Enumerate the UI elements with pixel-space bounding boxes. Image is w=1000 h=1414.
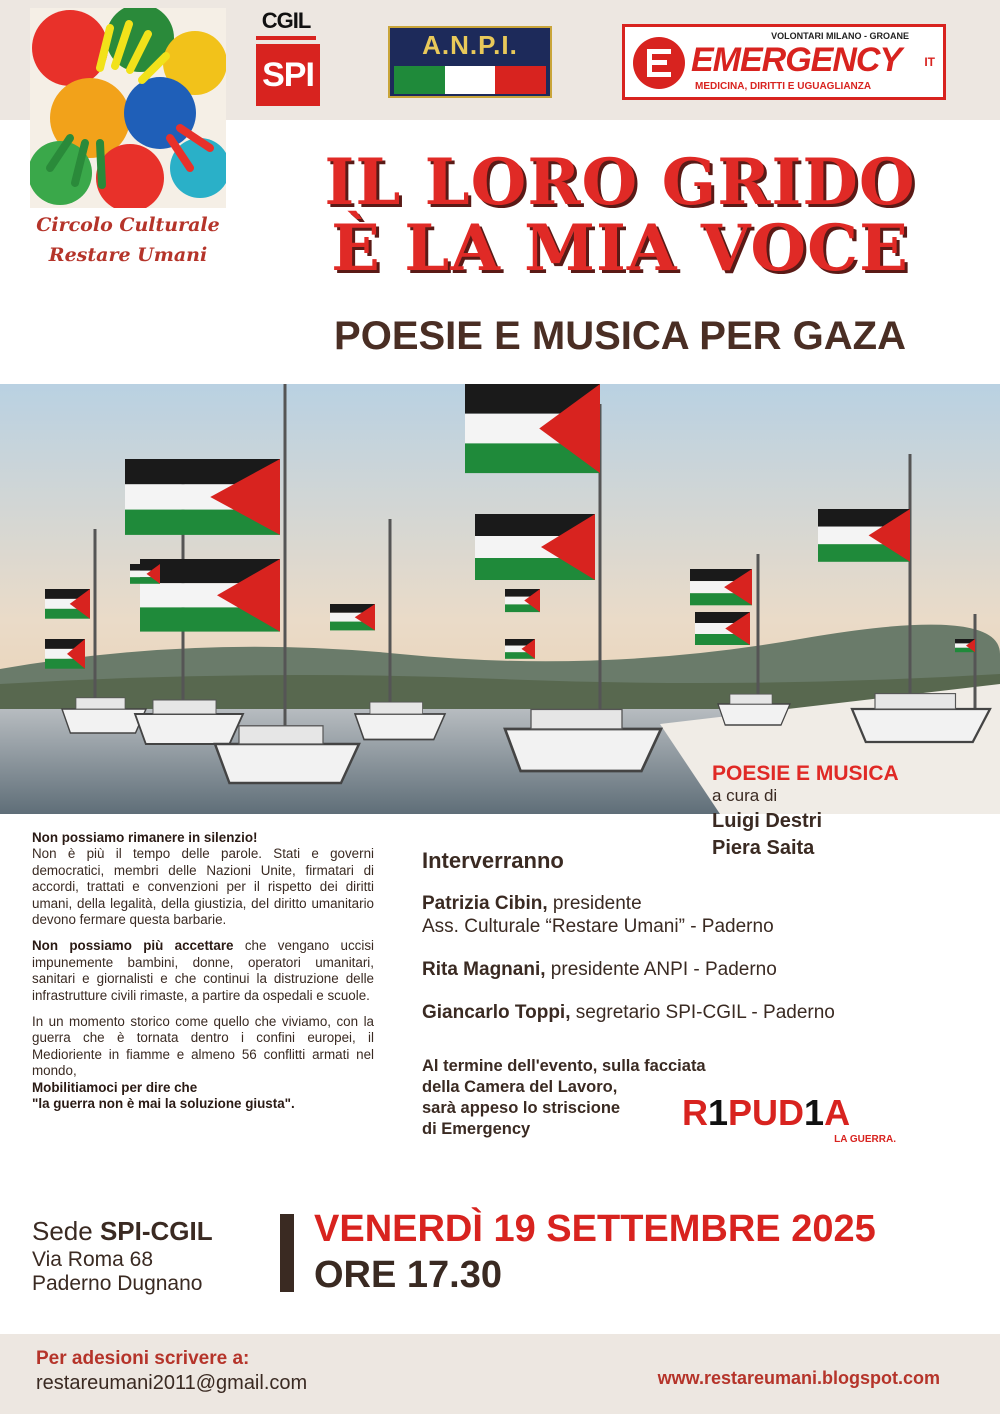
emergency-logo xyxy=(622,24,946,100)
speaker-name: Rita Magnani, xyxy=(422,959,546,980)
intro-emphasis: Non possiamo più accettare xyxy=(32,938,234,954)
anpi-logo xyxy=(388,26,552,98)
title-line1: IL LORO GRIDO xyxy=(324,145,916,220)
page-subtitle: POESIE E MUSICA PER GAZA xyxy=(334,314,906,358)
circolo-line2: Restare Umani xyxy=(48,244,208,266)
emergency-name: EMERGENCY xyxy=(691,41,902,79)
circolo-line1: Circolo Culturale xyxy=(36,214,220,236)
ripudia-part: 1 xyxy=(708,1092,729,1133)
venue-name: SPI-CGIL xyxy=(99,1216,213,1246)
speaker-item xyxy=(422,958,777,981)
venue-city: Paderno Dugnano xyxy=(32,1272,203,1295)
intro-quote: "la guerra non è mai la soluzione giusta". xyxy=(32,1096,295,1112)
cgil-text: CGIL xyxy=(261,8,311,33)
venue-street: Via Roma 68 xyxy=(32,1248,154,1271)
speaker-item xyxy=(422,1001,835,1024)
painted-hands-art xyxy=(30,8,226,208)
emergency-subtitle: VOLONTARI MILANO - GROANE xyxy=(771,31,909,41)
speaker-role: presidente xyxy=(547,893,642,914)
closing-line: Al termine dell'evento, sulla facciata xyxy=(422,1057,706,1075)
ripudia-part: R xyxy=(682,1092,708,1133)
contact-email[interactable]: restareumani2011@gmail.com xyxy=(36,1372,308,1394)
italian-flag-icon xyxy=(394,66,546,94)
poesie-name: Luigi Destri xyxy=(712,810,823,832)
cgil-spi-logo xyxy=(252,8,320,106)
intro-call: Mobilitiamoci per dire che xyxy=(32,1079,198,1095)
speaker-name: Patrizia Cibin, xyxy=(422,893,548,914)
contact-label: Per adesioni scrivere a: xyxy=(36,1348,250,1369)
poesie-cura: a cura di xyxy=(712,786,778,805)
ripudia-part: A xyxy=(824,1092,851,1133)
ripudia-logo xyxy=(682,1092,902,1145)
speaker-item xyxy=(422,892,774,938)
intro-text xyxy=(32,830,374,1123)
divider-bar xyxy=(280,1214,294,1292)
intro-paragraph: In un momento storico come quello che viviamo, con la guerra che è tornata dentro i confini europei, il Medioriente in fiamme e almeno 56 conflitti armati nel mondo, xyxy=(32,1014,374,1079)
event-time: ORE 17.30 xyxy=(314,1254,502,1296)
venue-block xyxy=(32,1214,213,1296)
speaker-role: presidente ANPI - Paderno xyxy=(545,959,777,980)
website-link[interactable]: www.restareumani.blogspot.com xyxy=(657,1368,940,1388)
ripudia-sub: LA GUERRA. xyxy=(834,1134,896,1145)
event-date: VENERDÌ 19 SETTEMBRE 2025 xyxy=(314,1208,876,1250)
speaker-role: Ass. Culturale “Restare Umani” - Paderno xyxy=(422,916,774,937)
closing-line: della Camera del Lavoro, xyxy=(422,1078,618,1096)
anpi-text: A.N.P.I. xyxy=(422,30,518,60)
speaker-role: segretario SPI-CGIL - Paderno xyxy=(570,1002,835,1023)
speaker-name: Giancarlo Toppi, xyxy=(422,1002,571,1023)
poesie-title: POESIE E MUSICA xyxy=(712,762,899,785)
page-title xyxy=(290,145,950,286)
intro-paragraph: che vengano uccisi impunemente bambini, donne, operatori umanitari, sanitari e giornalisti e che continui la distruzione delle infrastrutture civili rimaste, a partire da ospedali e scuole. xyxy=(32,938,374,1003)
emergency-e-icon xyxy=(633,37,685,89)
contact-block xyxy=(36,1348,307,1395)
title-line2: È LA MIA VOCE xyxy=(331,211,909,286)
sailboats-with-flags-photo xyxy=(0,384,1000,814)
closing-line: sarà appeso lo striscione xyxy=(422,1099,621,1117)
poesie-name: Piera Saita xyxy=(712,837,815,859)
poesie-musica-block xyxy=(712,762,972,860)
speakers-heading: Interverranno xyxy=(422,848,564,873)
ripudia-part: 1 xyxy=(804,1092,825,1133)
emergency-tagline: MEDICINA, DIRITTI E UGUAGLIANZA xyxy=(695,81,872,92)
emergency-it: IT xyxy=(924,55,935,69)
cgil-bar xyxy=(256,36,316,40)
intro-heading: Non possiamo rimanere in silenzio! xyxy=(32,830,258,845)
closing-line: di Emergency xyxy=(422,1120,531,1138)
ripudia-part: PUD xyxy=(728,1092,805,1133)
venue-label: Sede xyxy=(32,1216,100,1246)
intro-paragraph: Non è più il tempo delle parole. Stati e governi democratici, membri delle Nazioni Unite, firmatari di accordi, trattati e convenzioni per il rispetto dei diritti umani, della legalità, della giustizia, del diritto umanitario devono fermare questa barbarie. xyxy=(32,846,374,928)
spi-text: SPI xyxy=(256,44,320,106)
circolo-culturale-logo xyxy=(30,8,226,276)
